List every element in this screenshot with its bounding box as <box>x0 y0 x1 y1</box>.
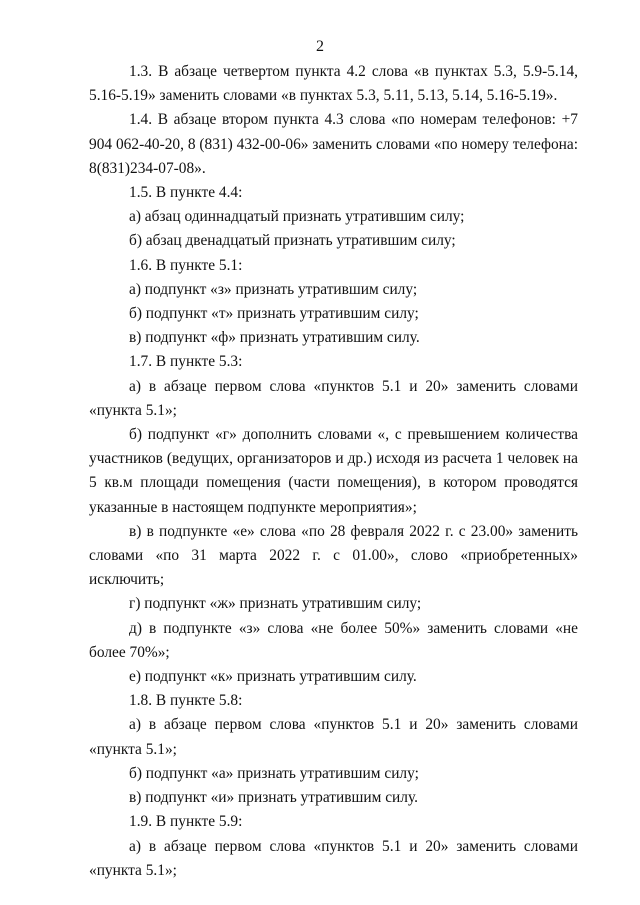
paragraph-1-5-a: а) абзац одиннадцатый признать утратившим силу; <box>129 208 465 226</box>
paragraph-1-7-b: б) подпункт «г» дополнить словами «, с превышением количества участников (ведущих, организаторов и др.) исходя из расчета 1 человек на 5 кв.м площади помещения (части помещения), в котором проводятся указанные в настоящем подпункте мероприятия»; <box>89 426 578 516</box>
paragraph-1-6-v: в) подпункт «ф» признать утратившим силу. <box>129 329 420 347</box>
paragraph-1-5-b: б) абзац двенадцатый признать утратившим силу; <box>129 232 456 250</box>
paragraph-1-9-a: а) в абзаце первом слова «пунктов 5.1 и 20» заменить словами «пункта 5.1»; <box>89 837 578 879</box>
page-number: 2 <box>316 38 324 55</box>
paragraph-1-7-v: в) в подпункте «е» слова «по 28 февраля 2022 г. с 23.00» заменить словами «по 31 марта 2022 г. с 01.00», слово «приобретенных» исключить; <box>89 522 578 589</box>
paragraph-1-6: 1.6. В пункте 5.1: <box>129 256 243 274</box>
paragraph-1-6-b: б) подпункт «т» признать утратившим силу; <box>129 305 419 323</box>
paragraph-1-7-a: а) в абзаце первом слова «пунктов 5.1 и 20» заменить словами «пункта 5.1»; <box>89 377 578 419</box>
paragraph-1-7-g: г) подпункт «ж» признать утратившим силу; <box>129 595 422 613</box>
paragraph-1-7: 1.7. В пункте 5.3: <box>129 353 243 371</box>
paragraph-1-4: 1.4. В абзаце втором пункта 4.3 слова «по номерам телефонов: +7 904 062-40-20, 8 (831) 432-00-06» заменить словами «по номеру телефона: 8(831)234-07-08». <box>89 111 578 177</box>
paragraph-1-9: 1.9. В пункте 5.9: <box>129 813 243 831</box>
paragraph-1-8-v: в) подпункт «и» признать утратившим силу. <box>129 789 418 807</box>
paragraph-1-8-b: б) подпункт «а» признать утратившим силу; <box>129 764 419 782</box>
paragraph-1-3: 1.3. В абзаце четвертом пункта 4.2 слова «в пунктах 5.3, 5.9-5.14, 5.16-5.19» заменить словами «в пунктах 5.3, 5.11, 5.13, 5.14, 5.16-5.19». <box>89 63 578 105</box>
paragraph-1-8-a: а) в абзаце первом слова «пунктов 5.1 и 20» заменить словами «пункта 5.1»; <box>89 716 578 758</box>
paragraph-1-6-a: а) подпункт «з» признать утратившим силу; <box>129 280 418 298</box>
paragraph-1-7-e: е) подпункт «к» признать утратившим силу. <box>129 668 417 686</box>
paragraph-1-7-d: д) в подпункте «з» слова «не более 50%» заменить словами «не более 70%»; <box>89 619 578 661</box>
paragraph-1-8: 1.8. В пункте 5.8: <box>129 692 243 710</box>
paragraph-1-5: 1.5. В пункте 4.4: <box>129 184 243 202</box>
document-body <box>89 60 578 883</box>
